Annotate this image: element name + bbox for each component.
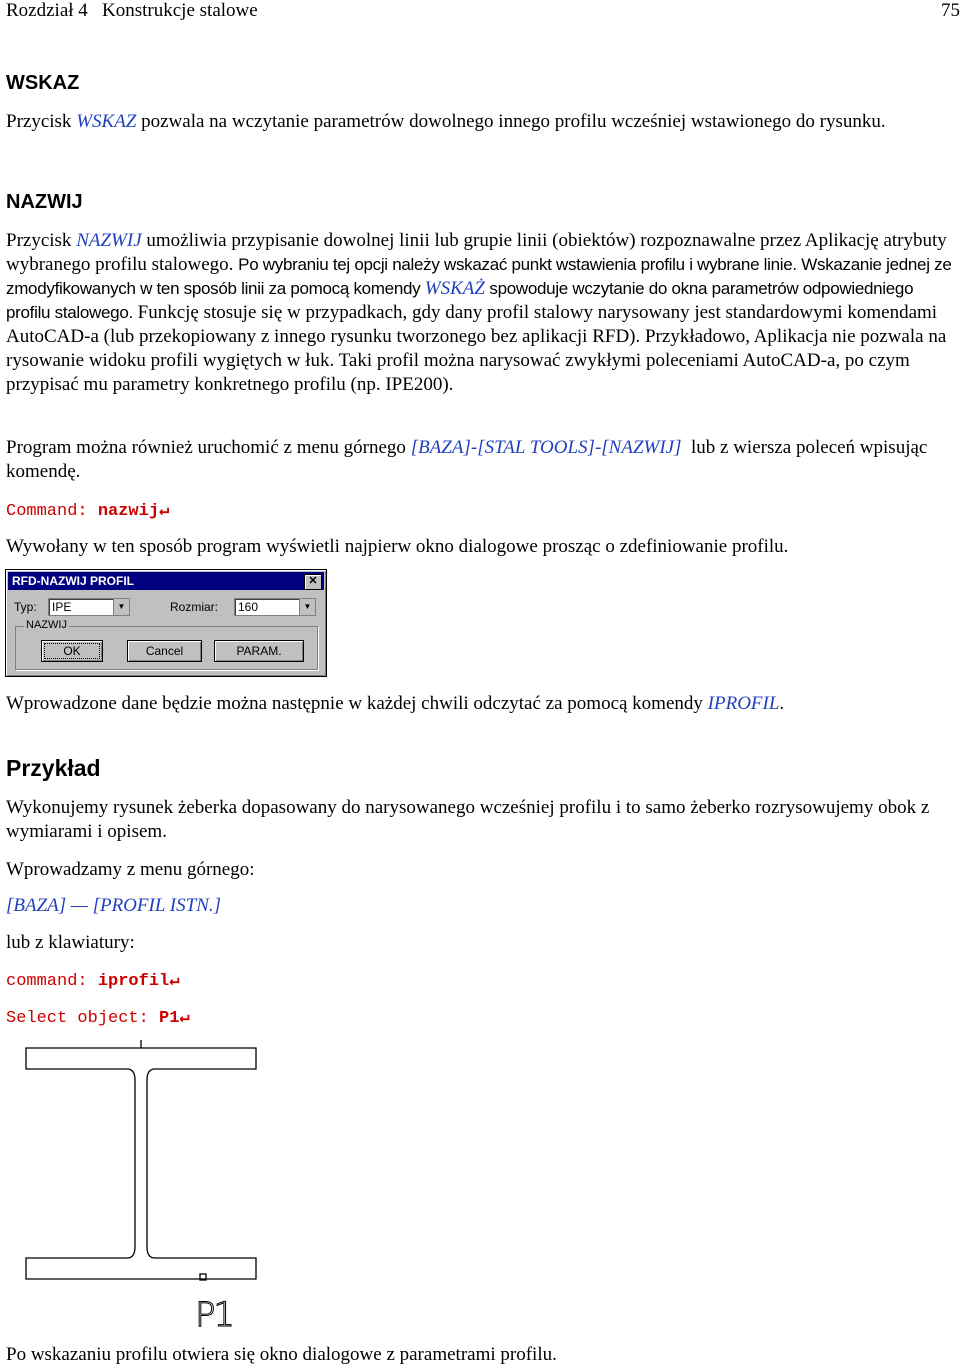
i-beam-outline	[26, 1048, 256, 1279]
menu-path: [BAZA]-[STAL TOOLS]-[NAZWIJ]	[410, 437, 682, 458]
paragraph-dialog-intro: Wywołany w ten sposób program wyświetli najpierw okno dialogowe prosząc o zdefiniowanie profilu.	[6, 536, 789, 557]
typ-label: Typ:	[14, 600, 37, 614]
chevron-down-icon[interactable]: ▼	[299, 599, 315, 615]
ok-button[interactable]: OK	[41, 640, 103, 662]
nazwij-reference: NAZWIJ	[76, 230, 142, 251]
text-run: .	[779, 693, 785, 714]
chapter-title: Rozdział 4 Konstrukcje stalowe	[6, 0, 258, 21]
heading-przyklad: Przykład	[6, 755, 101, 781]
i-beam-profile-drawing	[0, 1038, 300, 1336]
command-value: iprofil↵	[97, 972, 180, 991]
rozmiar-value: 160	[238, 600, 259, 614]
dialog-title-bar	[8, 572, 324, 590]
text-run: Wprowadzone dane będzie można następnie w każdej chwili odczytać za pomocą komendy	[6, 693, 708, 714]
paragraph-wskaz	[6, 110, 954, 134]
paragraph-keyboard: lub z klawiatury:	[6, 932, 135, 953]
nazwij-group	[15, 619, 318, 670]
heading-wskaz: WSKAZ	[6, 72, 80, 94]
chevron-down-icon[interactable]: ▼	[113, 599, 129, 615]
group-label: NAZWIJ	[26, 619, 67, 631]
dialog-title: RFD-NAZWIJ PROFIL	[12, 574, 134, 588]
text-run: umożliwia przypisanie dowolnej linii lub grupie linii (obiektów) rozpoznawalne przez Aplikację atrybuty wybranego profilu stalowego.	[6, 230, 947, 275]
text-run: Funkcję stosuje się w przypadkach, gdy dany profil stalowy narysowany jest standardowymi komendami AutoCAD-a (lub przekopiowany z innego rysunku tworzonego bez aplikacji RFD). Przykładowo, Aplikacja nie pozwala na rysowanie widoku profili wygiętych w łuk. Taki profil można narysować zwykłymi poleceniami AutoCAD-a, po czym przypisać mu parametry konkretnego profilu (np. IPE200).	[6, 302, 947, 395]
command-prompt: Command:	[6, 502, 98, 521]
text-run: Przycisk	[6, 111, 77, 132]
paragraph-iprofil	[6, 692, 954, 716]
text-run: pozwala na wczytanie parametrów dowolnego innego profilu wcześniej wstawionego do rysunku.	[136, 111, 886, 132]
cancel-button[interactable]: Cancel	[127, 640, 202, 662]
paragraph-footer: Po wskazaniu profilu otwiera się okno dialogowe z parametrami profilu.	[6, 1344, 557, 1365]
paragraph-nazwij	[6, 229, 954, 397]
rozmiar-select[interactable]	[234, 598, 316, 616]
paragraph-menu-intro: Wprowadzamy z menu górnego:	[6, 859, 255, 880]
wskaz-command-reference: WSKAŻ	[424, 278, 485, 299]
command-prompt: command:	[6, 972, 98, 991]
heading-nazwij: NAZWIJ	[6, 191, 83, 213]
nazwij-profil-dialog	[5, 569, 327, 677]
paragraph-menu-path	[6, 436, 954, 484]
drawing-label-p1: P1	[195, 1295, 235, 1335]
text-run-narrow: spowoduje wczytanie do okna parametrów odpowiedniego profilu stalowego.	[6, 279, 914, 322]
rozmiar-label: Rozmiar:	[170, 600, 219, 614]
command-value: nazwij↵	[97, 502, 170, 521]
command-line-nazwij	[6, 500, 169, 521]
wskaz-reference: WSKAZ	[76, 111, 137, 132]
iprofil-reference: IPROFIL	[707, 693, 780, 714]
command-line-iprofil	[6, 970, 179, 991]
menu-path-profil: [BAZA] — [PROFIL ISTN.]	[6, 895, 222, 916]
command-line-select	[6, 1007, 190, 1028]
page-number: 75	[941, 0, 960, 21]
close-icon[interactable]: ✕	[304, 574, 322, 590]
typ-value: IPE	[52, 600, 72, 614]
param-button[interactable]: PARAM.	[214, 640, 304, 662]
text-run: lub z wiersza poleceń wpisując komendę.	[6, 437, 933, 482]
text-run: Przycisk	[6, 230, 77, 251]
running-header	[6, 0, 960, 24]
command-prompt: Select object:	[6, 1009, 160, 1028]
paragraph-example: Wykonujemy rysunek żeberka dopasowany do narysowanego wcześniej profilu i to samo żeberko rozrysowujemy obok z wymiarami i opisem.	[6, 797, 930, 842]
text-run-narrow: Po wybraniu tej opcji należy wskazać punkt wstawienia profilu i wybrane linie. Wskazanie jednej ze zmodyfikowanych w ten sposób linii za pomocą komendy	[6, 255, 952, 298]
text-run: Program można również uruchomić z menu górnego	[6, 437, 411, 458]
command-value: P1↵	[159, 1009, 190, 1028]
typ-select[interactable]	[48, 598, 130, 616]
